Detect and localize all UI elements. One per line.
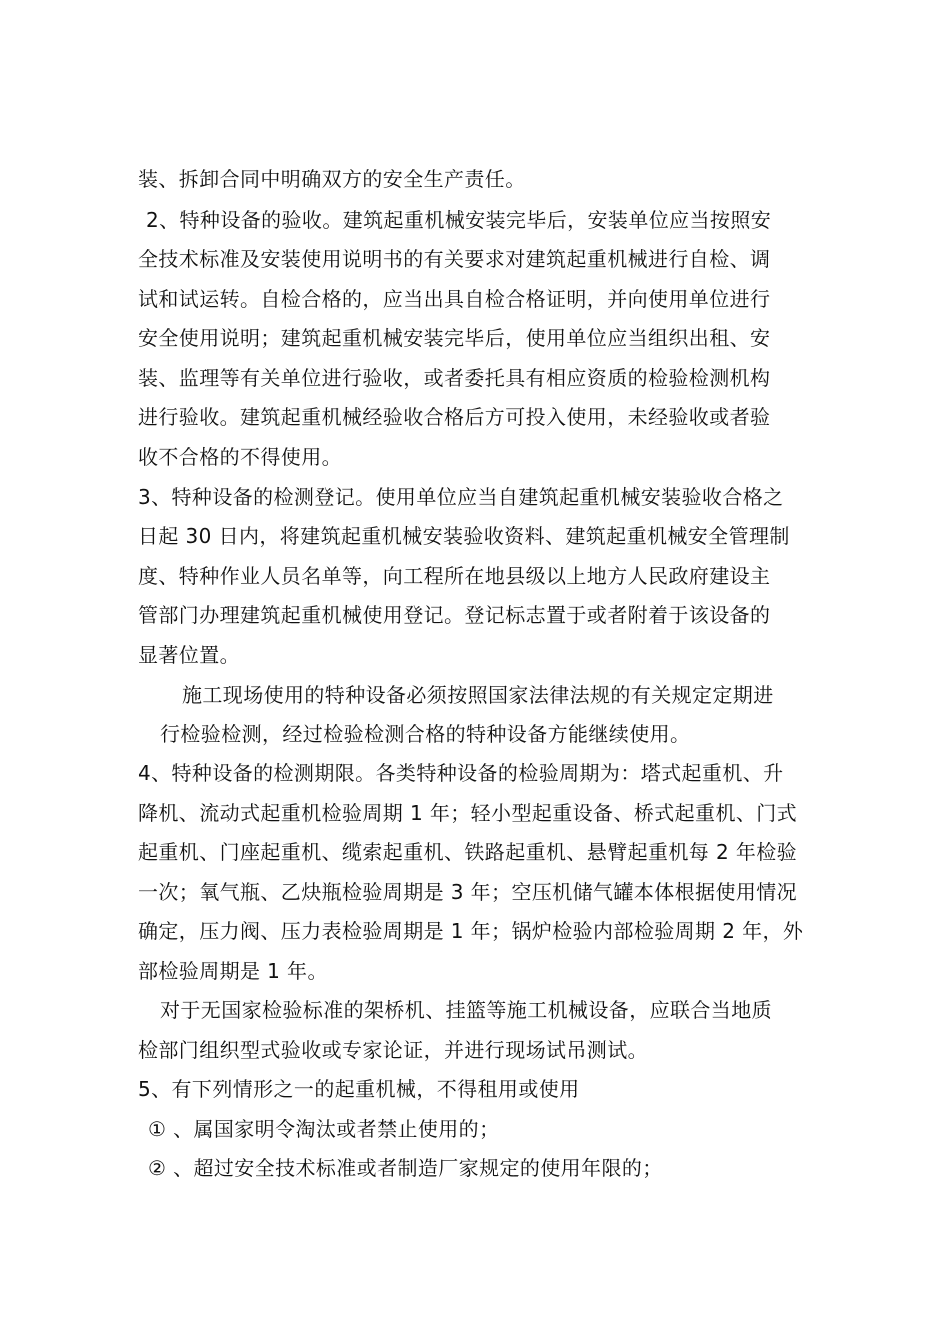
text-line: 显著位置。: [138, 643, 240, 667]
section-2-heading-line: 2、特种设备的验收。建筑起重机械安装完毕后，安装单位应当按照安: [146, 208, 772, 232]
text-line: 起重机、门座起重机、缆索起重机、铁路起重机、悬臂起重机每 2 年检验: [138, 840, 798, 864]
list-item: ① 、属国家明令淘汰或者禁止使用的；: [148, 1117, 500, 1141]
text-line: 管部门办理建筑起重机械使用登记。登记标志置于或者附着于该设备的: [138, 603, 771, 627]
text-line: 行检验检测，经过检验检测合格的特种设备方能继续使用。: [160, 722, 691, 746]
section-3-heading-line: 3、特种设备的检测登记。使用单位应当自建筑起重机械安装验收合格之: [138, 485, 784, 509]
text-line: 确定，压力阀、压力表检验周期是 1 年；锅炉检验内部检验周期 2 年，外: [138, 919, 804, 943]
paragraph-indent-line: 对于无国家检验标准的架桥机、挂篮等施工机械设备，应联合当地质: [160, 998, 772, 1022]
text-line: 日起 30 日内，将建筑起重机械安装验收资料、建筑起重机械安全管理制: [138, 524, 790, 548]
text-line: 装、监理等有关单位进行验收，或者委托具有相应资质的检验检测机构: [138, 366, 771, 390]
text-line: 进行验收。建筑起重机械经验收合格后方可投入使用，未经验收或者验: [138, 405, 771, 429]
text-line: 部检验周期是 1 年。: [138, 959, 328, 983]
section-4-heading-line: 4、特种设备的检测期限。各类特种设备的检验周期为：塔式起重机、升: [138, 761, 784, 785]
text-line: 试和试运转。自检合格的，应当出具自检合格证明，并向使用单位进行: [138, 287, 771, 311]
list-item: ② 、超过安全技术标准或者制造厂家规定的使用年限的；: [148, 1156, 663, 1180]
text-line: 收不合格的不得使用。: [138, 445, 342, 469]
text-line: 降机、流动式起重机检验周期 1 年；轻小型起重设备、桥式起重机、门式: [138, 801, 798, 825]
text-line: 装、拆卸合同中明确双方的安全生产责任。: [138, 167, 526, 191]
section-5-heading-line: 5、有下列情形之一的起重机械，不得租用或使用: [138, 1077, 580, 1101]
text-line: 检部门组织型式验收或专家论证，并进行现场试吊测试。: [138, 1038, 648, 1062]
text-line: 全技术标准及安装使用说明书的有关要求对建筑起重机械进行自检、调: [138, 247, 771, 271]
text-line: 一次；氧气瓶、乙炔瓶检验周期是 3 年；空压机储气罐本体根据使用情况: [138, 880, 798, 904]
text-line: 安全使用说明；建筑起重机械安装完毕后，使用单位应当组织出租、安: [138, 326, 771, 350]
text-line: 度、特种作业人员名单等，向工程所在地县级以上地方人民政府建设主: [138, 564, 771, 588]
paragraph-indent-line: 施工现场使用的特种设备必须按照国家法律法规的有关规定定期进: [182, 683, 774, 707]
